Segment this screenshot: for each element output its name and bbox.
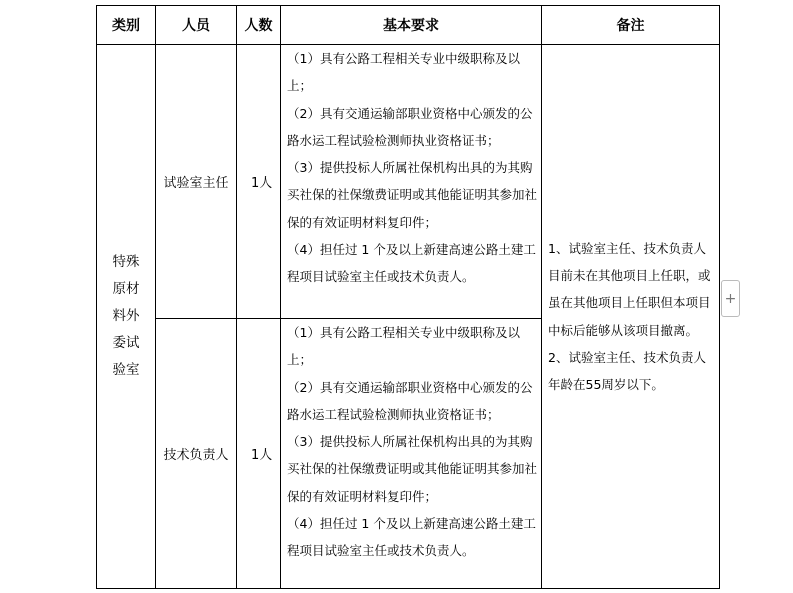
requirement-item: （2）具有交通运输部职业资格中心颁发的公路水运工程试验检测师执业资格证书； [287, 105, 533, 148]
requirement-item: （1）具有公路工程相关专业中级职称及以上； [287, 51, 520, 94]
category-cell: 特殊原材料外委试验室 [96, 44, 156, 589]
header-count: 人数 [236, 5, 281, 45]
header-person: 人员 [155, 5, 237, 45]
count-cell: 1人 [236, 318, 281, 589]
requirement-item: （4）担任过 1 个及以上新建高速公路土建工程项目试验室主任或技术负责人。 [287, 516, 536, 559]
notes-cell [541, 44, 720, 589]
count-cell: 1人 [236, 44, 281, 319]
requirement-item: （3）提供投标人所属社保机构出具的为其购买社保的社保缴费证明或其他能证明其参加社保的有效证明材料复印件； [287, 434, 538, 504]
requirements-cell [280, 44, 542, 319]
requirement-item: （2）具有交通运输部职业资格中心颁发的公路水运工程试验检测师执业资格证书； [287, 379, 533, 422]
note-item: 1、试验室主任、技术负责人目前未在其他项目上任职，或虽在其他项目上任职但本项目中标后能够从该项目撤离。 [548, 240, 711, 338]
note-item: 2、试验室主任、技术负责人年龄在55周岁以下。 [548, 349, 706, 393]
requirements-cell [280, 318, 542, 589]
header-category: 类别 [96, 5, 156, 45]
requirement-item: （3）提供投标人所属社保机构出具的为其购买社保的社保缴费证明或其他能证明其参加社保的有效证明材料复印件； [287, 160, 538, 230]
header-notes: 备注 [541, 5, 720, 45]
requirement-item: （1）具有公路工程相关专业中级职称及以上； [287, 325, 520, 368]
header-requirements: 基本要求 [280, 5, 542, 45]
person-cell: 技术负责人 [155, 318, 237, 589]
add-column-button[interactable]: + [721, 280, 740, 317]
person-cell: 试验室主任 [155, 44, 237, 319]
requirement-item: （4）担任过 1 个及以上新建高速公路土建工程项目试验室主任或技术负责人。 [287, 242, 536, 285]
